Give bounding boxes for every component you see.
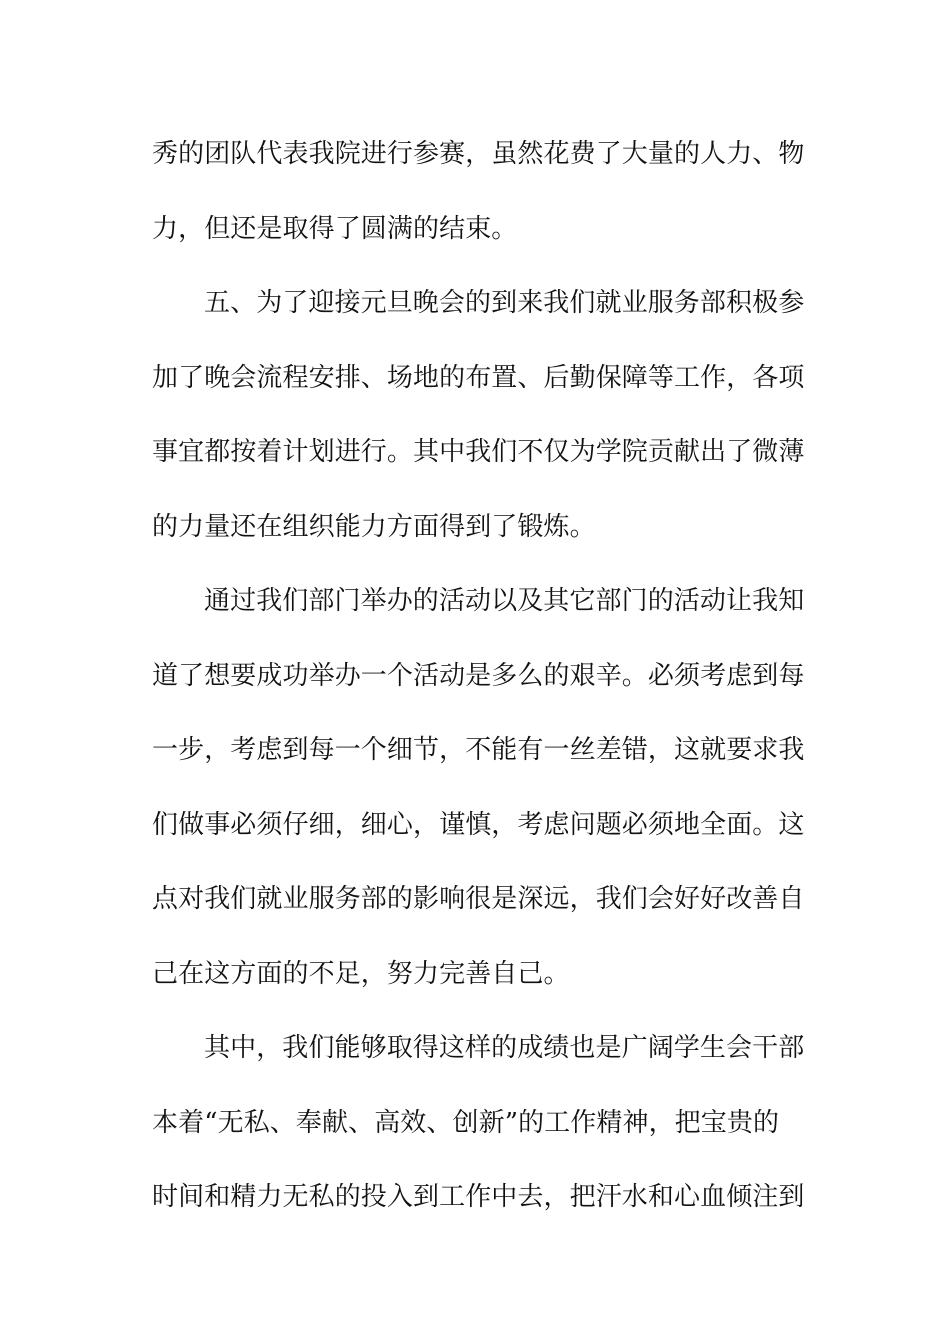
text-line-4: 加了晚会流程安排、场地的布置、后勤保障等工作，各项 — [152, 362, 805, 393]
text-line-1: 秀的团队代表我院进行参赛，虽然花费了大量的人力、物 — [152, 139, 805, 169]
text-line-7: 通过我们部门举办的活动以及其它部门的活动让我知 — [204, 586, 805, 616]
text-line-15: 时间和精力无私的投入到工作中去，把汗水和心血倾注到 — [152, 1182, 805, 1212]
text-line-9: 一步，考虑到每一个细节，不能有一丝差错，这就要求我 — [152, 735, 805, 765]
text-line-10: 们做事必须仔细，细心，谨慎，考虑问题必须地全面。这 — [152, 809, 805, 840]
text-line-3: 五、为了迎接元旦晚会的到来我们就业服务部积极参 — [204, 288, 805, 318]
document-body — [152, 128, 805, 1246]
text-line-12: 己在这方面的不足，努力完善自己。 — [152, 958, 570, 989]
text-line-13: 其中，我们能够取得这样的成绩也是广阔学生会干部 — [204, 1033, 805, 1063]
text-line-14: 本着“无私、奉献、高效、创新”的工作精神，把宝贵的 — [152, 1107, 780, 1138]
text-line-6: 的力量还在组织能力方面得到了锻炼。 — [152, 511, 596, 542]
text-line-8: 道了想要成功举办一个活动是多么的艰辛。必须考虑到每 — [152, 660, 805, 691]
text-line-11: 点对我们就业服务部的影响很是深远，我们会好好改善自 — [152, 884, 805, 914]
text-line-2: 力，但还是取得了圆满的结束。 — [152, 213, 518, 244]
text-line-5: 事宜都按着计划进行。其中我们不仅为学院贡献出了微薄 — [152, 437, 805, 467]
